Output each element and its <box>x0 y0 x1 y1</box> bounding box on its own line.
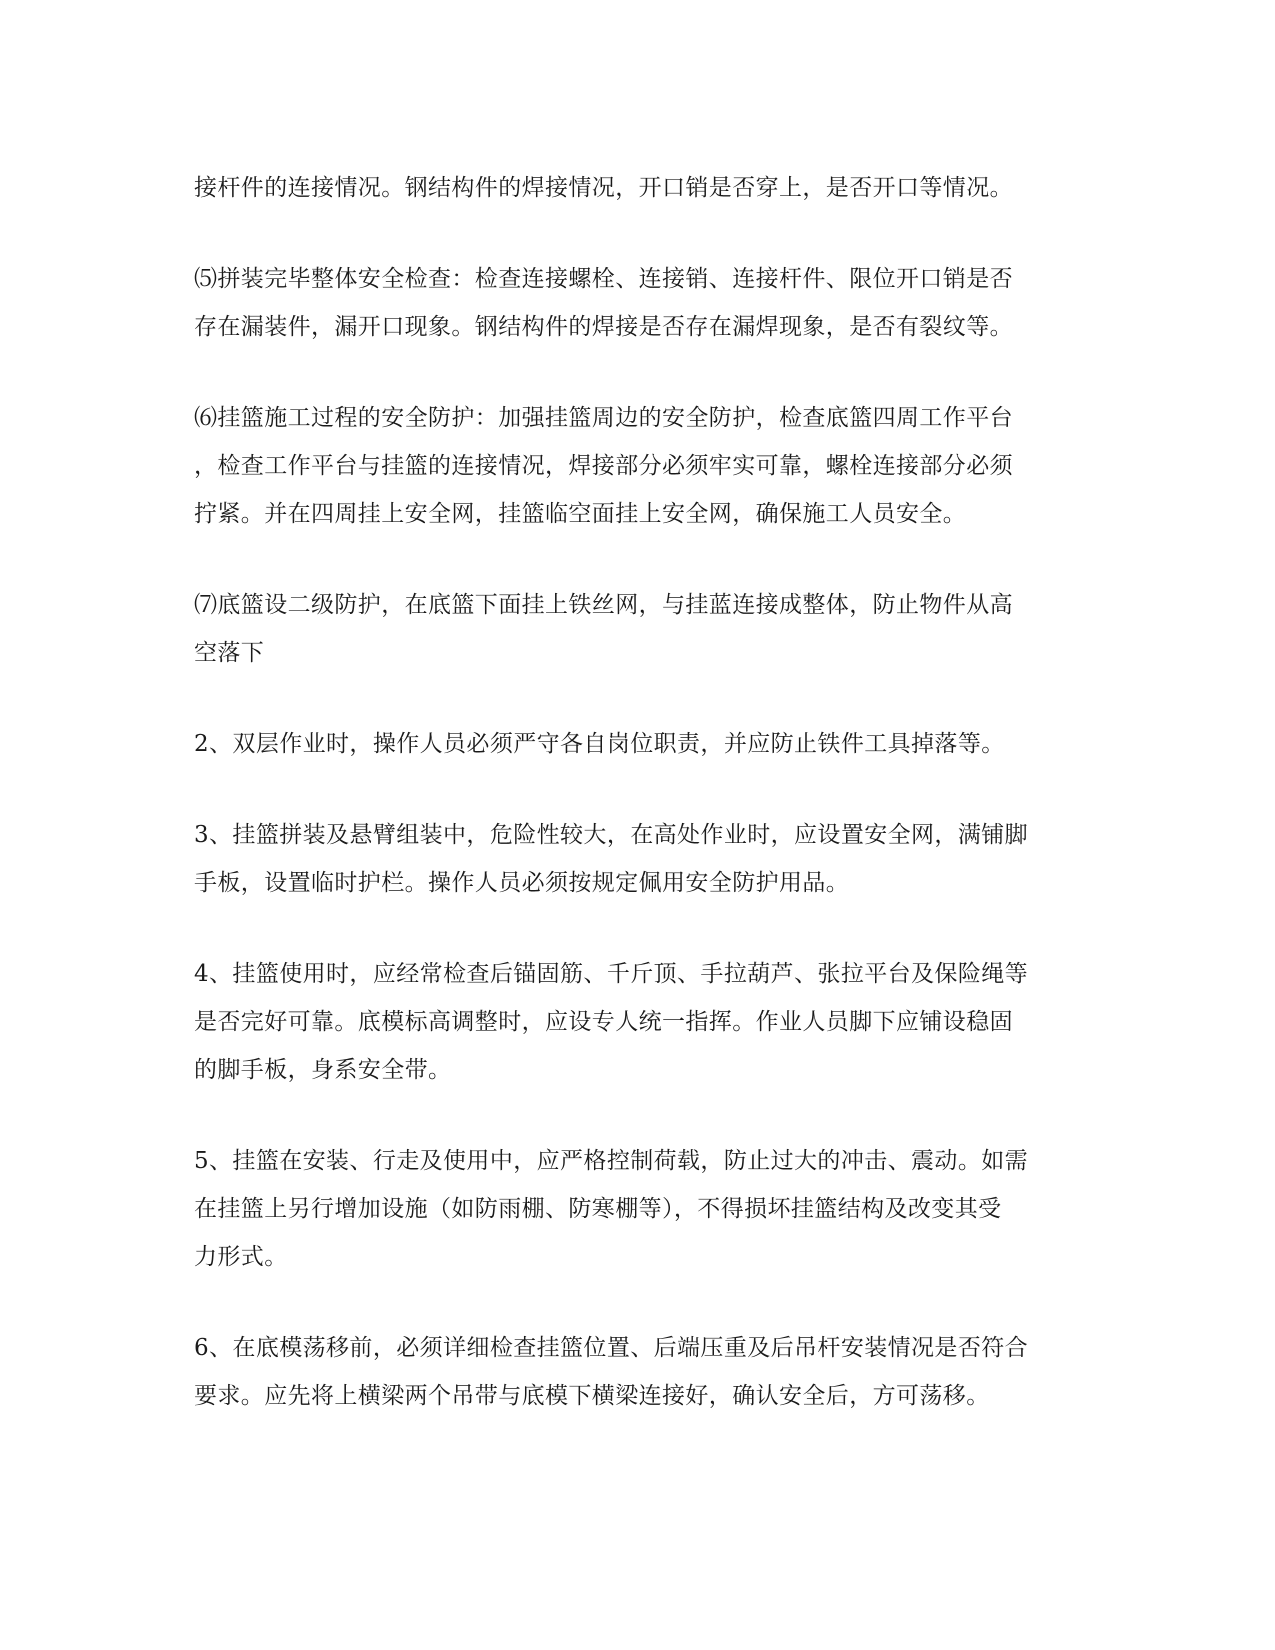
text-line: 空落下 <box>194 640 265 666</box>
text-line: 3、挂篮拼装及悬臂组装中，危险性较大，在高处作业时，应设置安全网，满铺脚 <box>194 822 1029 848</box>
paragraph <box>194 1324 1084 1420</box>
paragraph <box>194 811 1084 907</box>
text-line: ⑸拼装完毕整体安全检查：检查连接螺栓、连接销、连接杆件、限位开口销是否 <box>194 266 1013 292</box>
paragraph <box>194 581 1084 677</box>
paragraph <box>194 720 1084 768</box>
paragraph <box>194 394 1084 538</box>
text-line: 要求。应先将上横梁两个吊带与底模下横梁连接好，确认安全后，方可荡移。 <box>194 1383 990 1409</box>
text-line: 5、挂篮在安装、行走及使用中，应严格控制荷载，防止过大的冲击、震动。如需 <box>194 1148 1029 1174</box>
text-line: ⑺底篮设二级防护，在底篮下面挂上铁丝网，与挂蓝连接成整体，防止物件从高 <box>194 592 1013 618</box>
paragraph <box>194 950 1084 1094</box>
text-line: 6、在底模荡移前，必须详细检查挂篮位置、后端压重及后吊杆安装情况是否符合 <box>194 1335 1029 1361</box>
text-line: 接杆件的连接情况。钢结构件的焊接情况，开口销是否穿上，是否开口等情况。 <box>194 175 1013 201</box>
paragraph <box>194 164 1084 212</box>
text-line: ⑹挂篮施工过程的安全防护：加强挂篮周边的安全防护，检查底篮四周工作平台 <box>194 405 1013 431</box>
paragraph <box>194 1137 1084 1281</box>
text-line: 4、挂篮使用时，应经常检查后锚固筋、千斤顶、手拉葫芦、张拉平台及保险绳等 <box>194 961 1029 987</box>
text-line: ，检查工作平台与挂篮的连接情况，焊接部分必须牢实可靠，螺栓连接部分必须 <box>194 453 1013 479</box>
paragraph <box>194 255 1084 351</box>
text-line: 是否完好可靠。底模标高调整时，应设专人统一指挥。作业人员脚下应铺设稳固 <box>194 1009 1013 1035</box>
text-line: 的脚手板，身系安全带。 <box>194 1057 452 1083</box>
text-line: 2、双层作业时，操作人员必须严守各自岗位职责，并应防止铁件工具掉落等。 <box>194 731 1005 757</box>
document-body <box>194 164 1084 1463</box>
text-line: 力形式。 <box>194 1244 288 1270</box>
text-line: 拧紧。并在四周挂上安全网，挂篮临空面挂上安全网，确保施工人员安全。 <box>194 501 967 527</box>
text-line: 在挂篮上另行增加设施（如防雨棚、防寒棚等），不得损坏挂篮结构及改变其受 <box>194 1196 1002 1222</box>
text-line: 存在漏装件，漏开口现象。钢结构件的焊接是否存在漏焊现象，是否有裂纹等。 <box>194 314 1013 340</box>
text-line: 手板，设置临时护栏。操作人员必须按规定佩用安全防护用品。 <box>194 870 850 896</box>
